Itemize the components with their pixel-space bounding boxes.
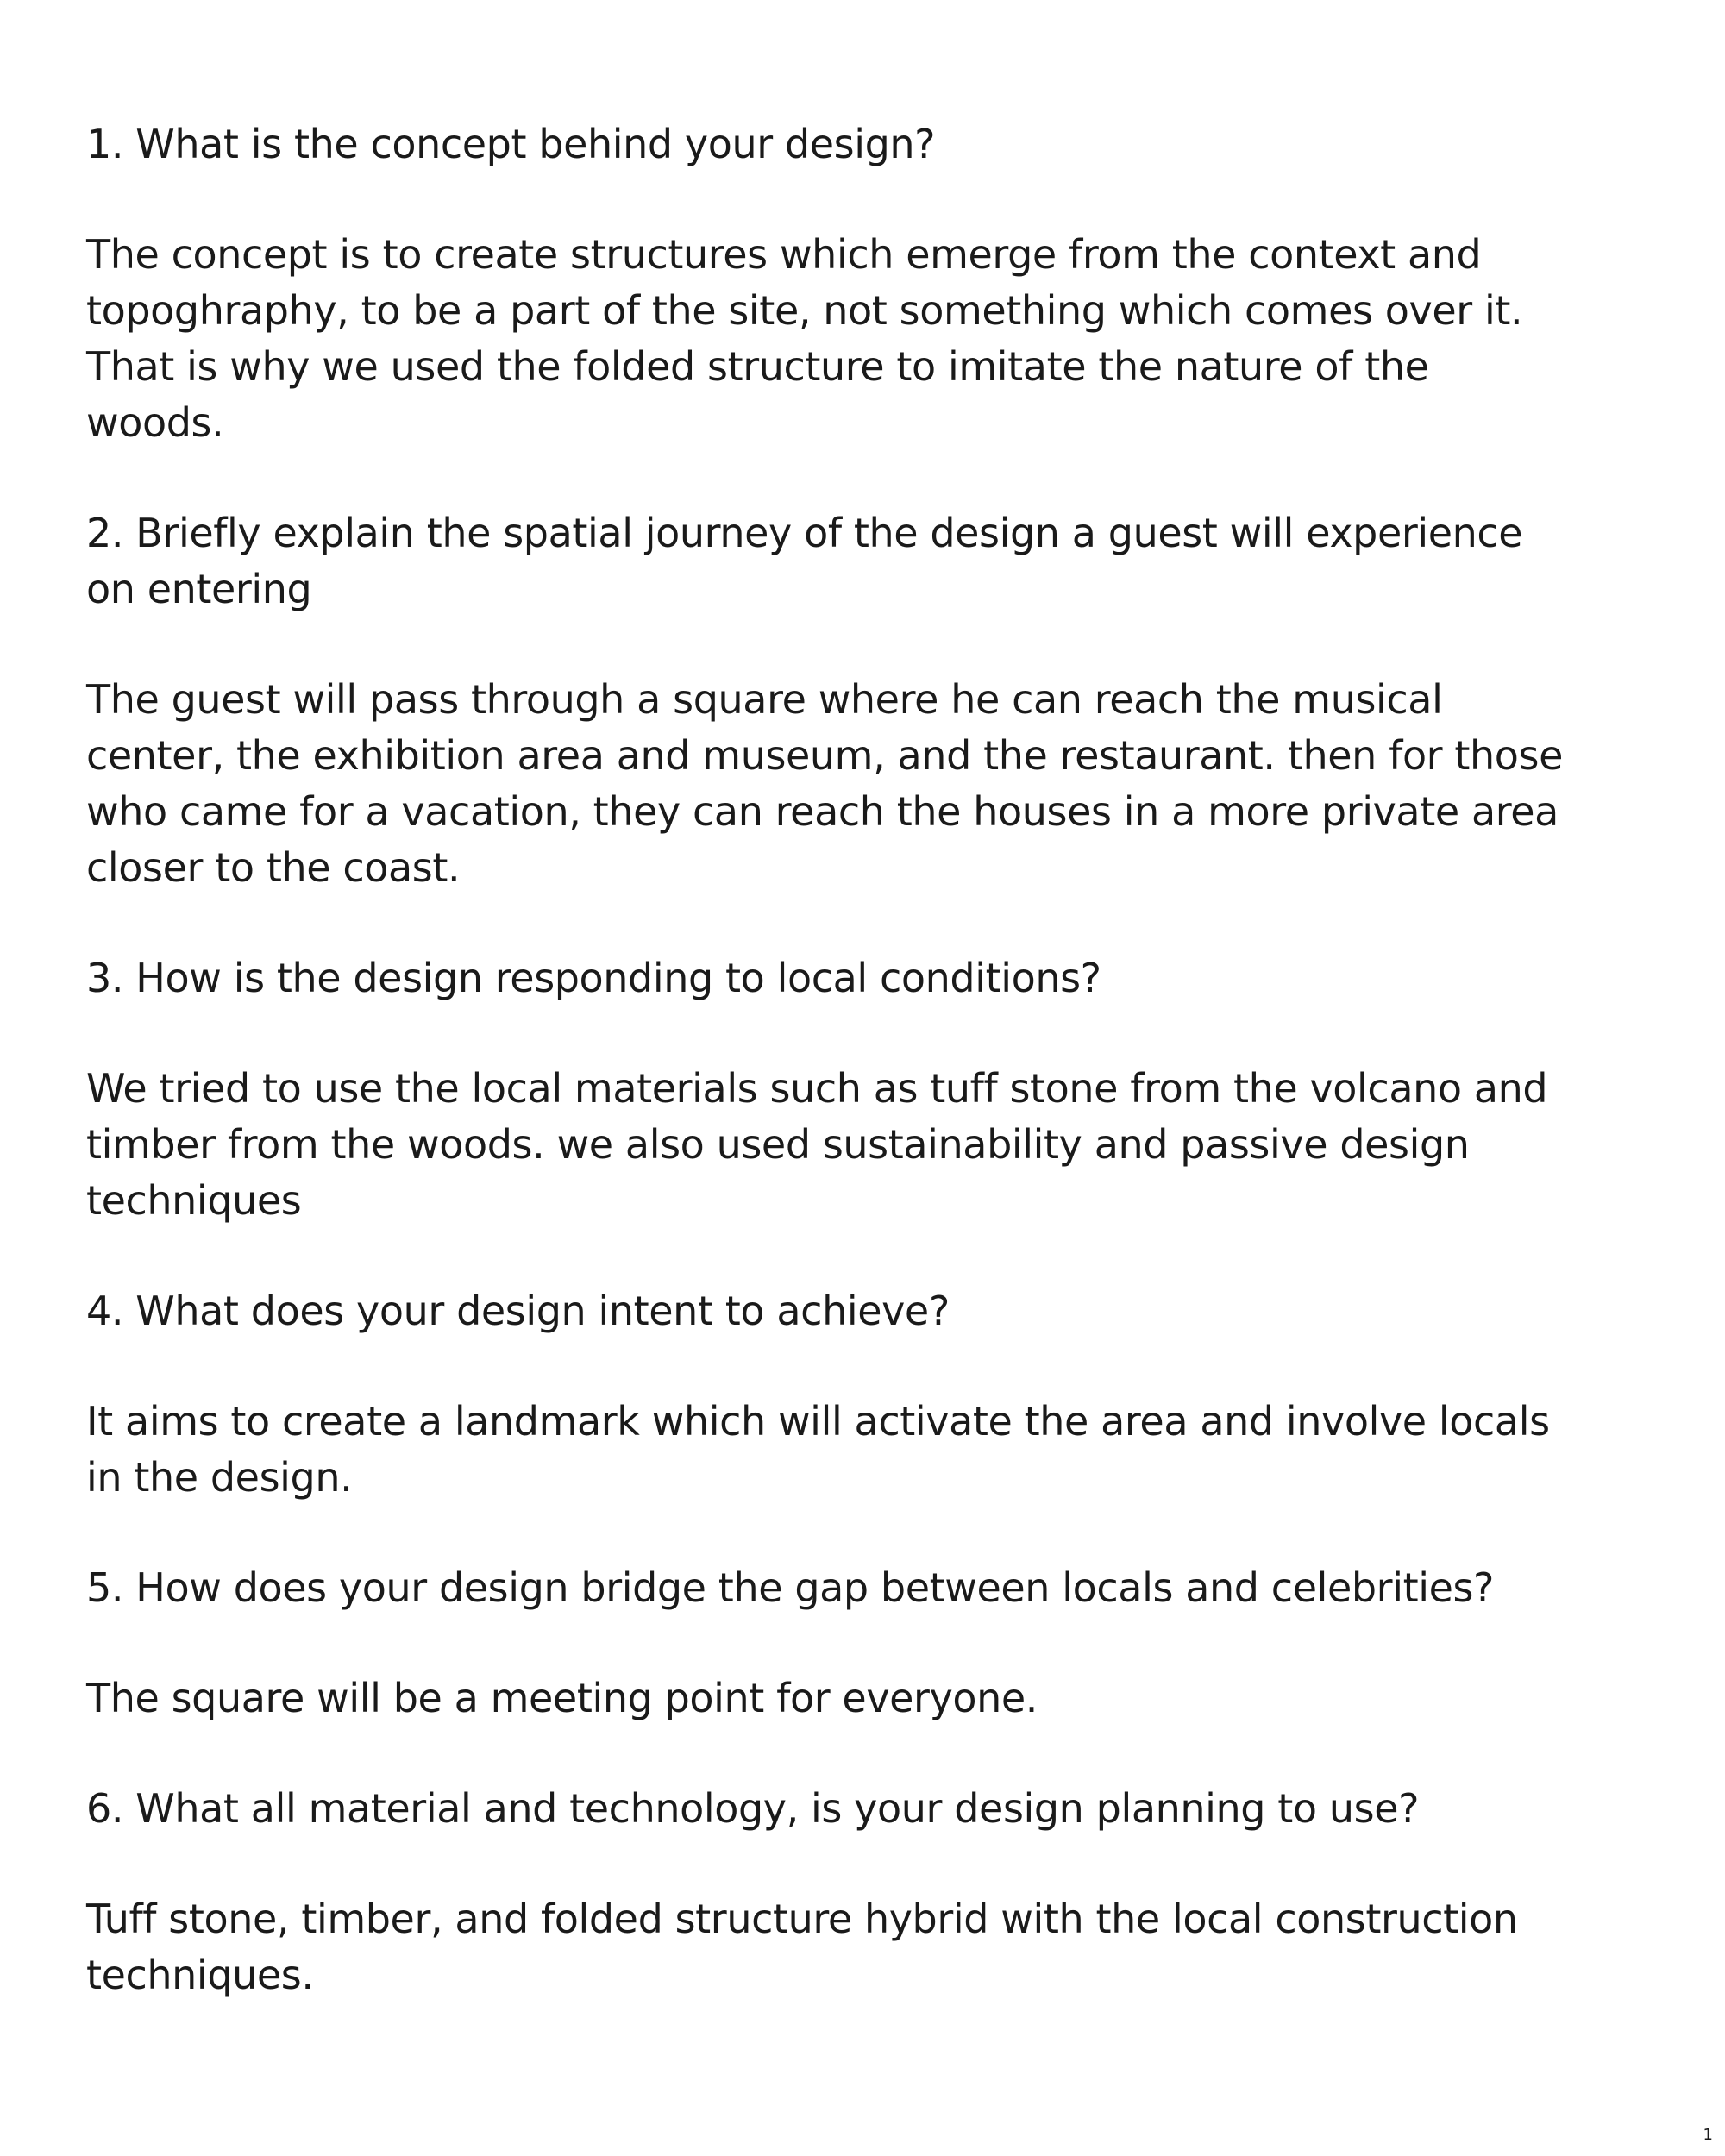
answer-2-line-1: The guest will pass through a square where he can reach the musical: [86, 676, 1443, 723]
question-6: 6. What all material and technology, is your design planning to use?: [86, 1785, 1420, 1832]
answer-2-line-4: closer to the coast.: [86, 844, 461, 891]
page-number: 1: [1703, 2126, 1713, 2144]
answer-4-line-2: in the design.: [86, 1454, 353, 1501]
qa-content: [86, 116, 1564, 2003]
spacer: [86, 1006, 1552, 1061]
question-3: 3. How is the design responding to local conditions?: [86, 955, 1101, 1001]
spacer: [86, 1229, 1552, 1283]
answer-1-line-3: That is why we used the folded structure to imitate the nature of the: [86, 343, 1429, 390]
spacer: [86, 896, 1552, 950]
spacer: [86, 1506, 1552, 1560]
answer-4-line-1: It aims to create a landmark which will activate the area and involve locals: [86, 1398, 1550, 1445]
answer-5-line-1: The square will be a meeting point for everyone.: [86, 1675, 1038, 1721]
spacer: [86, 617, 1552, 672]
question-4: 4. What does your design intent to achieve?: [86, 1288, 950, 1334]
answer-1-line-2: topoghraphy, to be a part of the site, not something which comes over it.: [86, 287, 1523, 334]
spacer: [86, 1837, 1552, 1891]
question-2-line-1: 2. Briefly explain the spatial journey of the design a guest will experience: [86, 510, 1523, 556]
answer-3-line-2: timber from the woods. we also used sustainability and passive design: [86, 1121, 1470, 1168]
answer-3-line-3: techniques: [86, 1177, 302, 1224]
answer-2-line-2: center, the exhibition area and museum, and the restaurant. then for those: [86, 732, 1564, 779]
question-1: 1. What is the concept behind your design?: [86, 121, 936, 167]
spacer: [86, 1616, 1552, 1670]
spacer: [86, 451, 1552, 505]
answer-2-line-3: who came for a vacation, they can reach the houses in a more private area: [86, 788, 1559, 835]
spacer: [86, 1339, 1552, 1394]
spacer: [86, 172, 1552, 227]
answer-1-line-4: woods.: [86, 399, 224, 446]
question-5: 5. How does your design bridge the gap between locals and celebrities?: [86, 1564, 1495, 1611]
answer-6-line-2: techniques.: [86, 1952, 314, 1998]
answer-6-line-1: Tuff stone, timber, and folded structure hybrid with the local construction: [86, 1896, 1518, 1942]
spacer: [86, 1727, 1552, 1781]
answer-3-line-1: We tried to use the local materials such as tuff stone from the volcano and: [86, 1065, 1548, 1112]
answer-1-line-1: The concept is to create structures which emerge from the context and: [86, 231, 1482, 278]
question-2-line-2: on entering: [86, 566, 312, 612]
